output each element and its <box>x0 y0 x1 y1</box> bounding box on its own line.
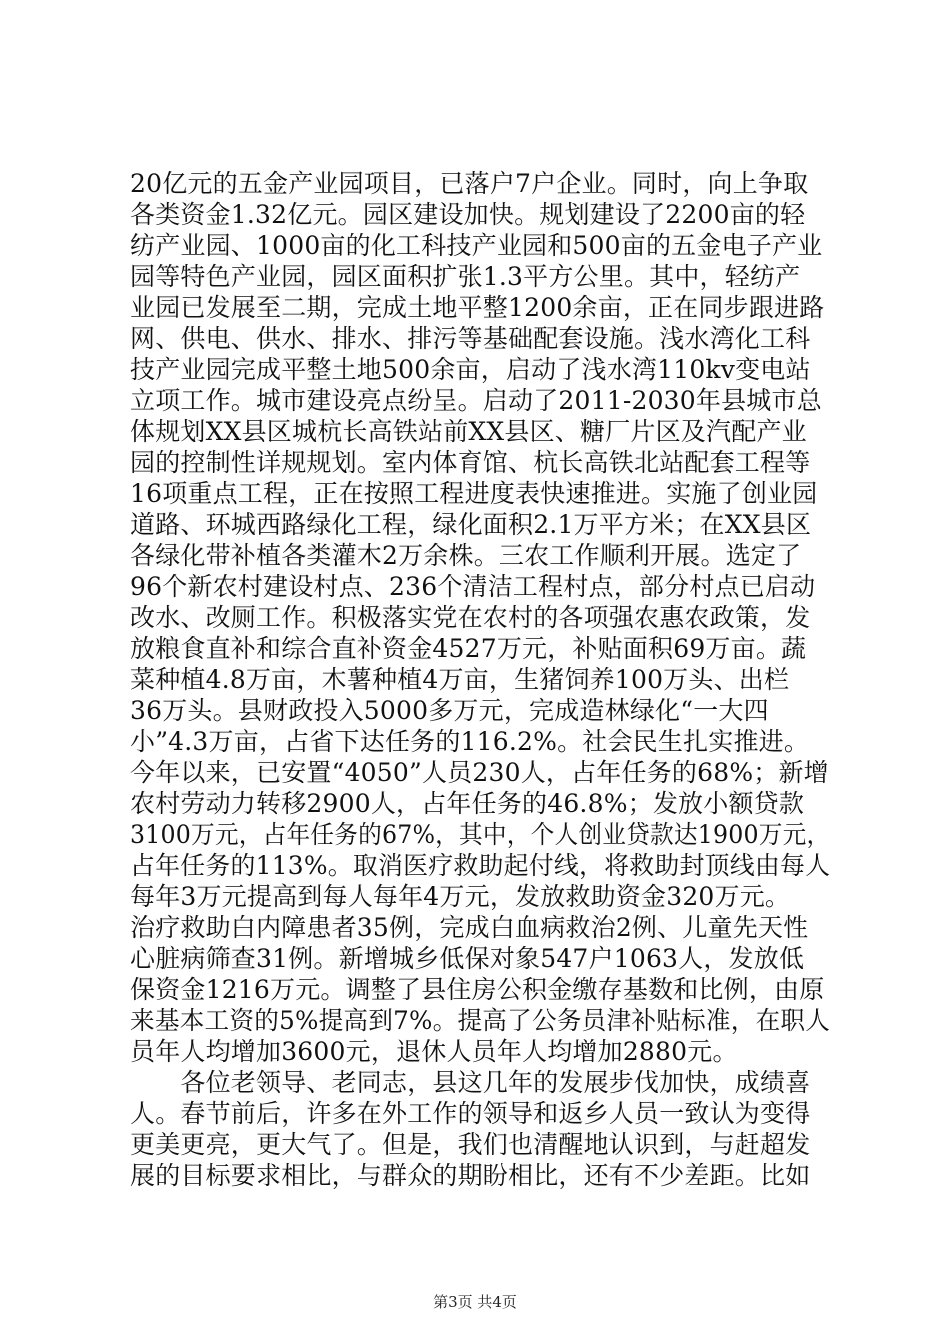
text-line: 展的目标要求相比，与群众的期盼相比，还有不少差距。比如 <box>130 1161 811 1190</box>
text-line: 16项重点工程，正在按照工程进度表快速推进。实施了创业园 <box>130 479 818 508</box>
text-line: 农村劳动力转移2900人，占年任务的46.8%；发放小额贷款 <box>130 789 805 818</box>
text-line: 3100万元，占年任务的67%，其中，个人创业贷款达1900万元， <box>130 820 831 849</box>
text-line: 来基本工资的5%提高到7%。提高了公务员津补贴标准，在职人 <box>130 1006 831 1035</box>
text-line: 保资金1216万元。调整了县住房公积金缴存基数和比例，由原 <box>130 975 825 1004</box>
text-line: 体规划XX县区城杭长高铁站前XX县区、糖厂片区及汽配产业 <box>130 417 807 446</box>
text-line: 道路、环城西路绿化工程，绿化面积2.1万平方米；在XX县区 <box>130 510 812 539</box>
text-line: 各类资金1.32亿元。园区建设加快。规划建设了2200亩的轻 <box>130 200 806 229</box>
text-line: 36万头。县财政投入5000多万元，完成造林绿化“一大四 <box>130 696 769 725</box>
text-line: 放粮食直补和综合直补资金4527万元，补贴面积69万亩。蔬 <box>130 634 807 663</box>
text-line: 96个新农村建设村点、236个清洁工程村点，部分村点已启动 <box>130 572 816 601</box>
text-line: 立项工作。城市建设亮点纷呈。启动了2011-2030年县城市总 <box>130 386 822 415</box>
body-text <box>130 168 830 1191</box>
text-line: 菜种植4.8万亩，木薯种植4万亩，生猪饲养100万头、出栏 <box>130 665 790 694</box>
text-line: 园的控制性详规规划。室内体育馆、杭长高铁北站配套工程等 <box>130 448 811 477</box>
text-line: 各位老领导、老同志，县这几年的发展步伐加快，成绩喜 <box>130 1068 811 1097</box>
text-line: 网、供电、供水、排水、排污等基础配套设施。浅水湾化工科 <box>130 324 811 353</box>
text-line: 占年任务的113%。取消医疗救助起付线，将救助封顶线由每人 <box>130 851 831 880</box>
text-line: 员年人均增加3600元，退休人员年人均增加2880元。 <box>130 1037 738 1066</box>
text-line: 小”4.3万亩，占省下达任务的116.2%。社会民生扎实推进。 <box>130 727 810 756</box>
text-line: 园等特色产业园，园区面积扩张1.3平方公里。其中，轻纺产 <box>130 262 801 291</box>
text-line: 今年以来，已安置“4050”人员230人，占年任务的68%；新增 <box>130 758 829 787</box>
text-line: 各绿化带补植各类灌木2万余株。三农工作顺利开展。选定了 <box>130 541 802 570</box>
text-line: 心脏病筛查31例。新增城乡低保对象547户1063人，发放低 <box>130 944 805 973</box>
text-line: 人。春节前后，许多在外工作的领导和返乡人员一致认为变得 <box>130 1099 811 1128</box>
text-line: 纺产业园、1000亩的化工科技产业园和500亩的五金电子产业 <box>130 231 823 260</box>
page-footer: 第3页 共4页 <box>433 1293 517 1311</box>
text-line: 改水、改厕工作。积极落实党在农村的各项强农惠农政策，发 <box>130 603 811 632</box>
text-line: 20亿元的五金产业园项目，已落户7户企业。同时，向上争取 <box>130 169 809 198</box>
text-line: 治疗救助白内障患者35例，完成白血病救治2例、儿童先天性 <box>130 913 809 942</box>
text-line: 业园已发展至二期，完成土地平整1200余亩，正在同步跟进路 <box>130 293 825 322</box>
text-line: 更美更亮，更大气了。但是，我们也清醒地认识到，与赶超发 <box>130 1130 811 1159</box>
text-line: 每年3万元提高到每人每年4万元，发放救助资金320万元。 <box>130 882 791 911</box>
text-line: 技产业园完成平整土地500余亩，启动了浅水湾110kv变电站 <box>130 355 811 384</box>
